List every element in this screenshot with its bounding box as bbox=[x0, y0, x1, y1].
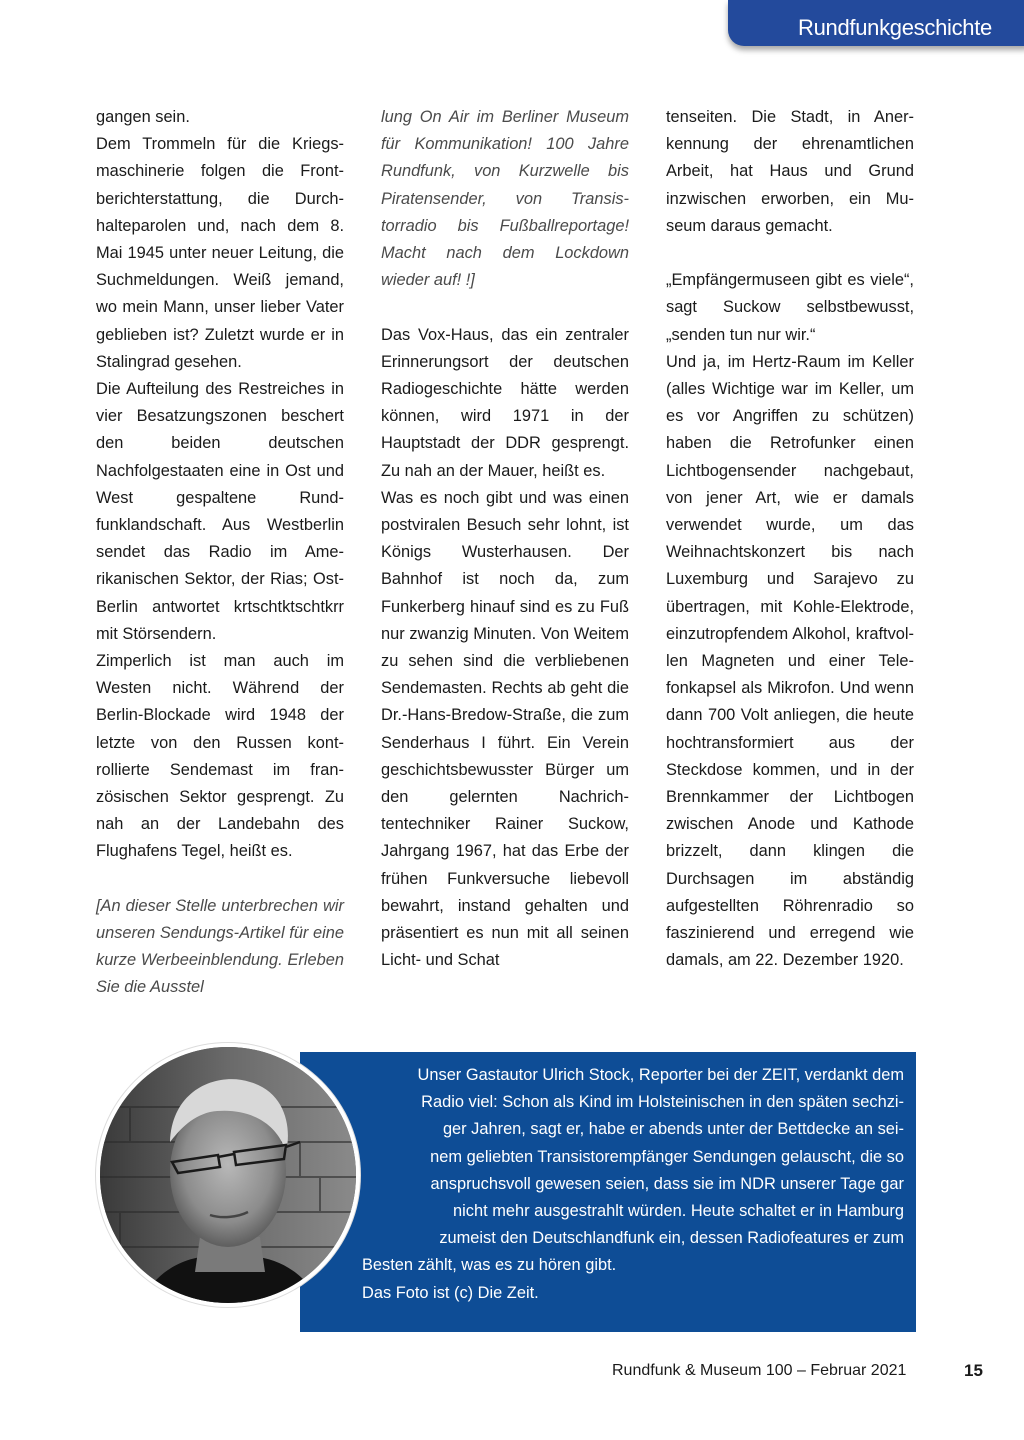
article-column-2 bbox=[381, 104, 629, 974]
paragraph: Die Aufteilung des Restreiches in vier Besatzungszonen beschert den beiden deutschen Nachfolgestaaten eine in Ost und West gespaltene Rundfunklandschaft. Aus Westberlin sendet das Radio im Amerikanischen Sektor, der Rias; Ost-Berlin antwortet krtschtktschtkrr mit Störsendern. bbox=[96, 380, 344, 643]
photo-credit: Das Foto ist (c) Die Zeit. bbox=[362, 1283, 539, 1302]
paragraph: gangen sein. bbox=[96, 108, 190, 126]
page-number: 15 bbox=[964, 1361, 983, 1380]
bio-line: Besten zählt, was es zu hören gibt. bbox=[362, 1256, 617, 1275]
paragraph: Was es noch gibt und was einen postviralen Besuch sehr lohnt, ist Königs Wusterhausen. Der Bahnhof ist noch da, zum Funkerberg hinauf sind es zu Fuß nur zwanzig Minuten. Von Weitem zu sehen sind die verbliebenen Sendemasten. Rechts ab geht die Dr.-Hans-Bredow-Straße, die zum Senderhaus I führt. Ein Verein geschichtsbewusster Bürger um den gelernten Nachrichtentechniker Rainer Suckow, Jahrgang 1967, hat das Erbe der frühen Funkversuche liebevoll bewahrt, instand gehalten und präsentiert es nun mit all seinen Licht- und Schat bbox=[381, 488, 629, 970]
article-column-1 bbox=[96, 104, 344, 1002]
article-column-3 bbox=[666, 104, 914, 974]
bio-line: Unser Gastautor Ulrich Stock, Reporter bei der ZEIT, verdankt dem bbox=[417, 1066, 904, 1084]
bio-line: nicht mehr ausgestrahlt würden. Heute schaltet er in Hamburg bbox=[453, 1202, 904, 1221]
author-portrait-photo bbox=[96, 1043, 360, 1307]
paragraph: Und ja, im Hertz-Raum im Keller (alles Wichtige war im Keller, um es vor Angriffen zu schützen) haben die Retrofunker einen Lichtbogensender nachgebaut, von jener Art, wie er damals verwendet wurde, um das Weihnachtskonzert bis nach Luxemburg und Sarajevo zu übertragen, mit Kohle-Elektrode, einzutropfendem Alkohol, kraftvollen Magneten und einer Telefonkapsel als Mikrofon. Und wenn dann 700 Volt anliegen, die heute hochtransformiert aus der Steckdose kommen, und in der Brennkammer der Lichtbogen zwischen Anode und Kathode brizzelt, dann klingen die Durchsagen im abständig aufgestellten Röhrenradio so faszinierend und erregend wie damals, am 22. Dezember 1920. bbox=[666, 352, 914, 970]
publication-footer: Rundfunk & Museum 100 – Februar 2021 bbox=[612, 1362, 907, 1379]
paragraph: Dem Trommeln für die Kriegsmaschinerie folgen die Frontberichterstattung, die Durchhalteparolen und, nach dem 8. Mai 1945 unter neuer Leitung, die Suchmeldungen. Weiß jemand, wo mein Mann, unser lieber Vater geblieben ist? Zuletzt wurde er in Stalingrad gesehen. bbox=[96, 135, 344, 371]
bio-line: anspruchsvoll gewesen seien, dass sie im NDR unserer Tage gar bbox=[430, 1174, 904, 1193]
bio-line: zumeist den Deutschlandfunk ein, dessen Radiofeatures er zum bbox=[439, 1229, 904, 1248]
author-bio-text bbox=[362, 1062, 904, 1307]
paragraph: Zimperlich ist man auch im Westen nicht. Während der Berlin-Blockade wird 1948 der letzte von den Russen kontrollierte Sendemast im französischen Sektor gesprengt. Zu nah an der Landebahn des Flughafens Tegel, heißt es. bbox=[96, 652, 344, 861]
paragraph: Das Vox-Haus, das ein zentraler Erinnerungsort der deutschen Radiogeschichte hätte werden können, wird 1971 in der Hauptstadt der DDR gesprengt. Zu nah an der Mauer, heißt es. bbox=[381, 325, 629, 480]
advertisement-note: [An dieser Stelle unterbrechen wir unseren Sendungs-Artikel für eine kurze Werbeeinblendung. Erleben Sie die Ausstel bbox=[96, 896, 344, 997]
paragraph: tenseiten. Die Stadt, in Anerkennung der ehrenamtlichen Arbeit, hat Haus und Grund inzwischen erworben, ein Museum daraus gemacht. bbox=[666, 108, 914, 235]
portrait-image bbox=[100, 1047, 356, 1303]
quote-paragraph: „Empfängermuseen gibt es viele“, sagt Suckow selbstbewusst, „senden tun nur wir.“ bbox=[666, 271, 914, 344]
advertisement-note: lung On Air im Berliner Museum für Kommunikation! 100 Jahre Rundfunk, von Kurzwelle bis Piratensender, von Transistorradio bis Fußballreportage! Macht nach dem Lockdown wieder auf! !] bbox=[381, 108, 629, 290]
author-bio-box bbox=[300, 1052, 916, 1332]
section-header-tab bbox=[728, 0, 1024, 46]
bio-line: Radio viel: Schon als Kind im Holsteinischen in den späten sechzi- bbox=[421, 1093, 904, 1112]
bio-line: nem geliebten Transistorempfänger Sendungen gelauscht, die so bbox=[430, 1147, 904, 1166]
bio-line: ger Jahren, sagt er, habe er abends unter der Bettdecke an sei- bbox=[442, 1120, 904, 1139]
section-title: Rundfunkgeschichte bbox=[798, 15, 992, 40]
